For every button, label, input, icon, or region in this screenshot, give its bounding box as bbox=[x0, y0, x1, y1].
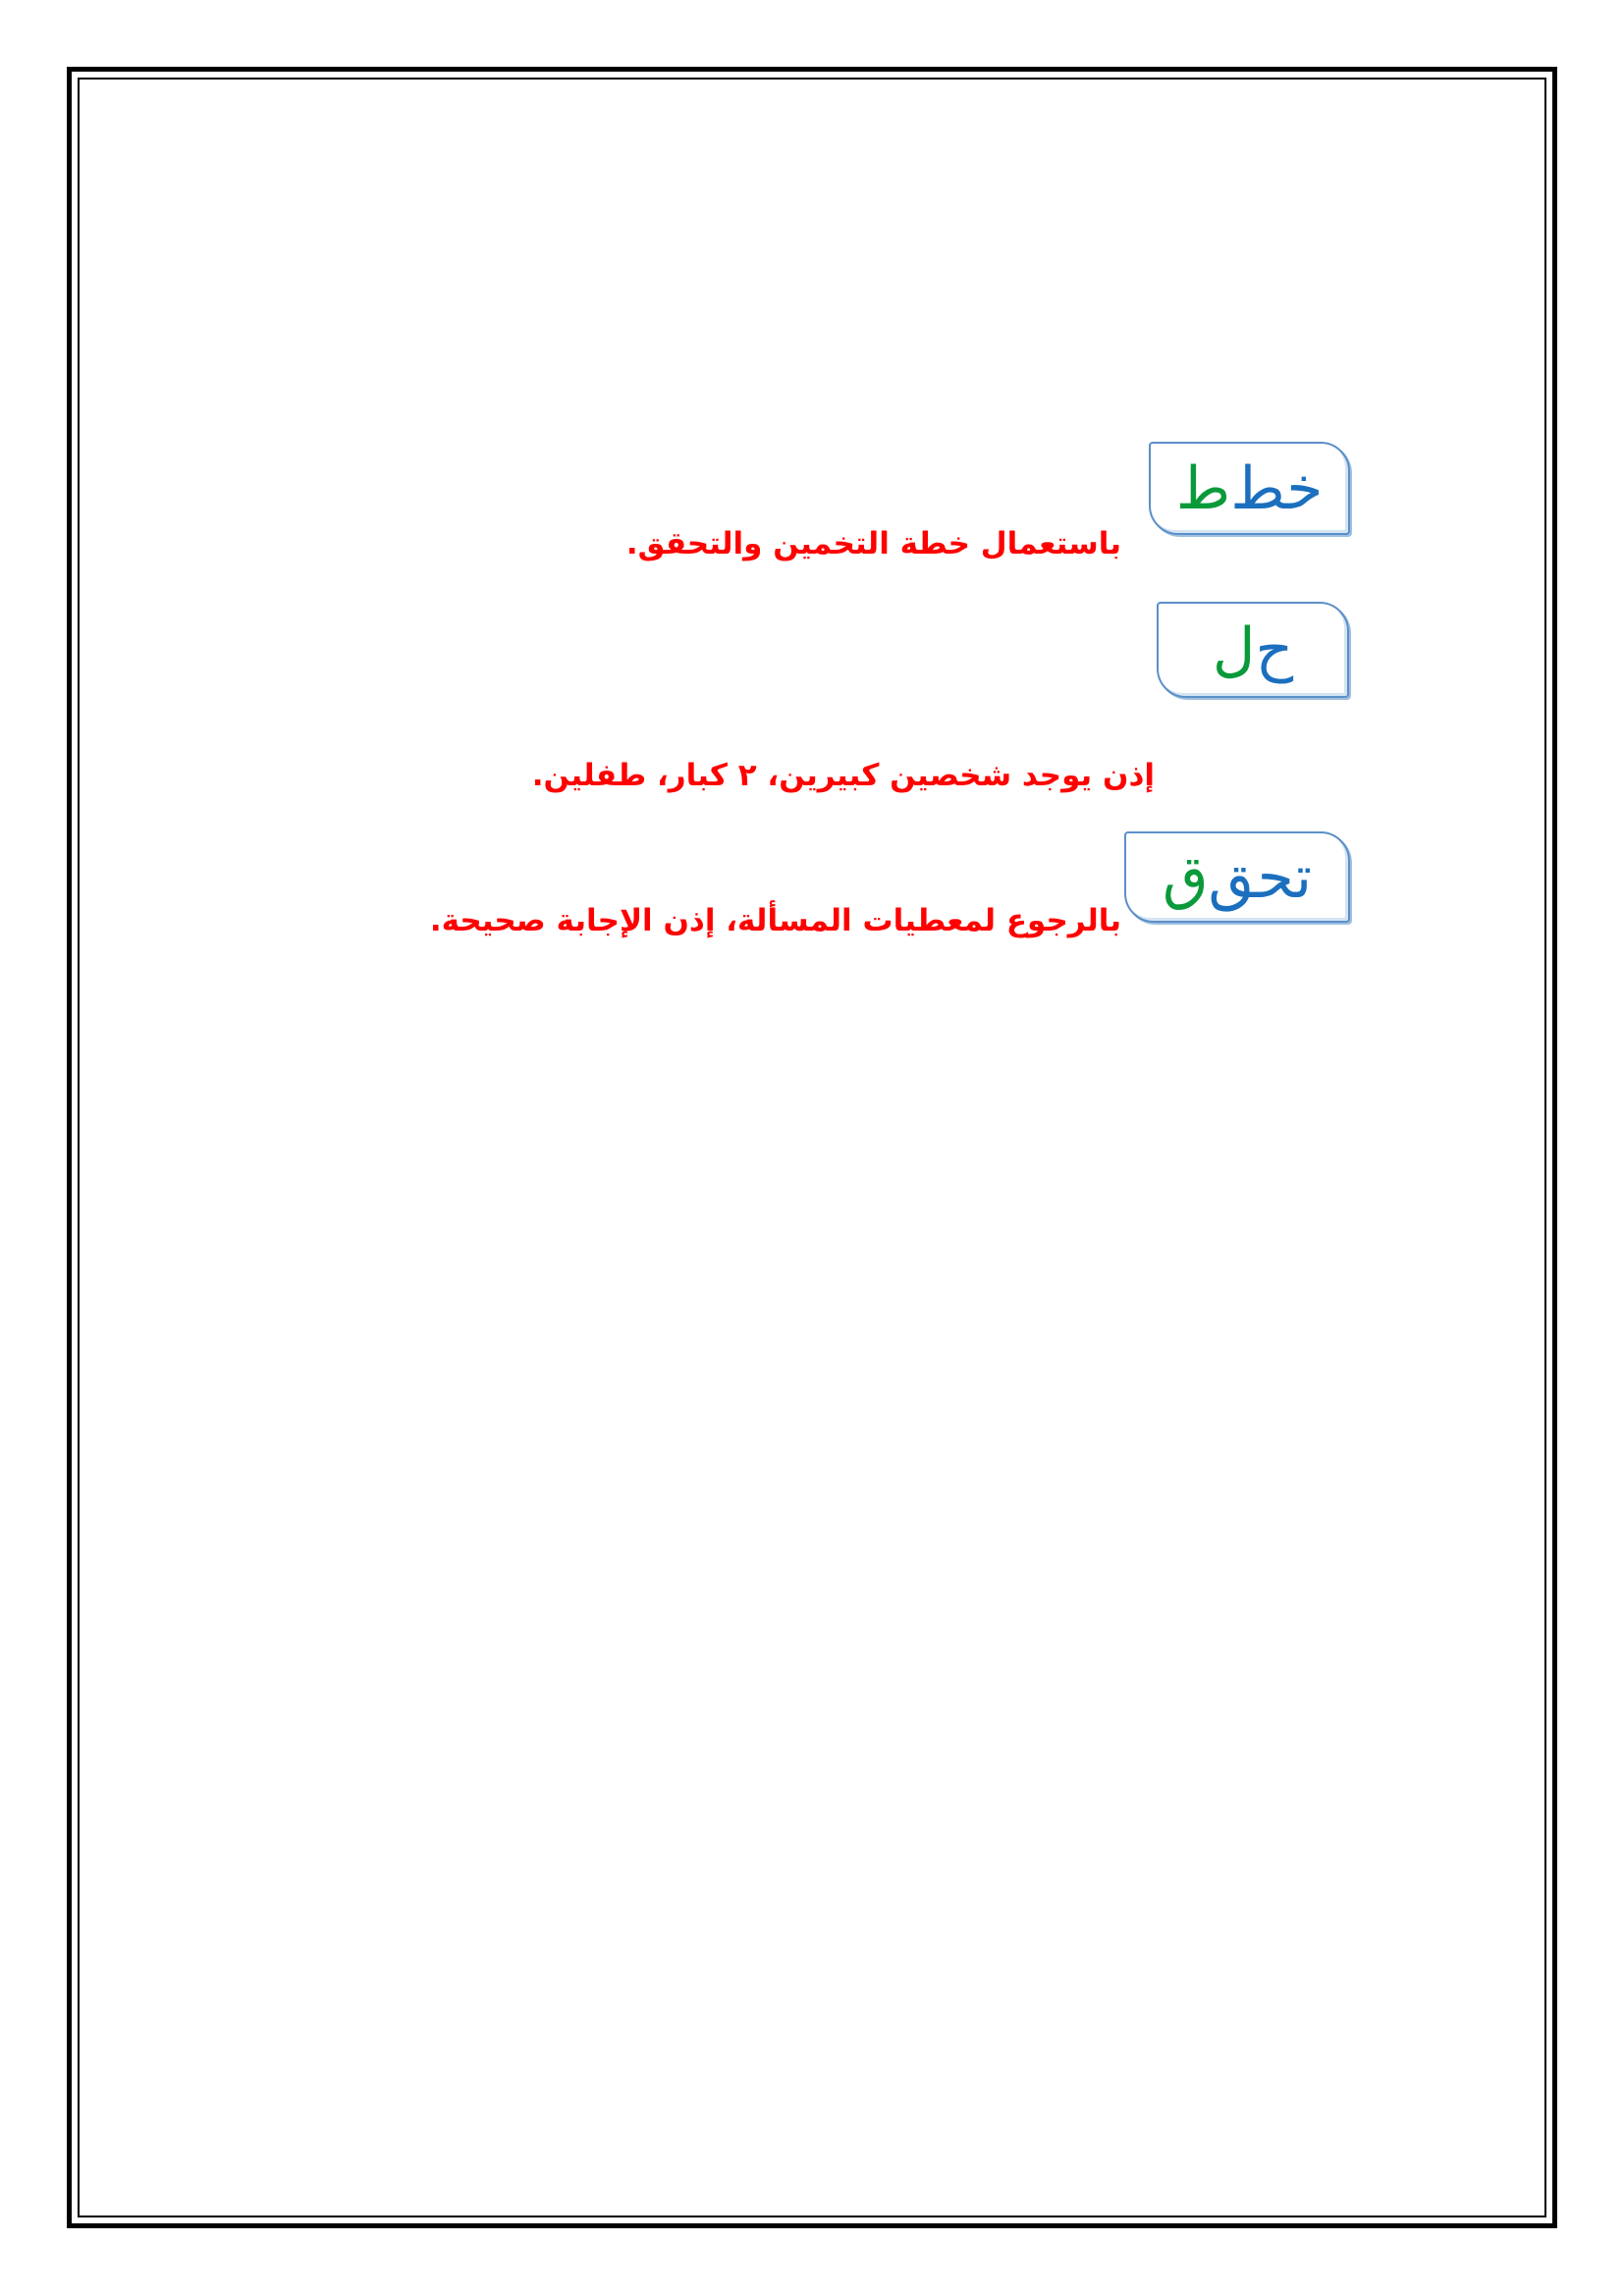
check-badge bbox=[1124, 831, 1350, 923]
plan-text: باستعمال خطة التخمين والتحقق. bbox=[625, 526, 1121, 561]
solve-badge-main: ح bbox=[1255, 615, 1294, 684]
solve-text: إذن يوجد شخصين كبيرين، ٢ كبار، طفلين. bbox=[531, 758, 1155, 793]
page-border-inner bbox=[78, 78, 1546, 2217]
plan-badge-main: خط bbox=[1230, 454, 1324, 523]
solve-badge-tail: ل bbox=[1212, 615, 1256, 684]
check-text: بالرجوع لمعطيات المسألة، إذن الإجابة صحيحة. bbox=[429, 903, 1121, 938]
check-badge-tail: ق bbox=[1162, 842, 1209, 912]
plan-badge-tail: ط bbox=[1175, 454, 1231, 523]
plan-badge bbox=[1149, 442, 1350, 535]
solve-badge bbox=[1157, 602, 1349, 698]
check-badge-main: تحق bbox=[1208, 842, 1313, 912]
